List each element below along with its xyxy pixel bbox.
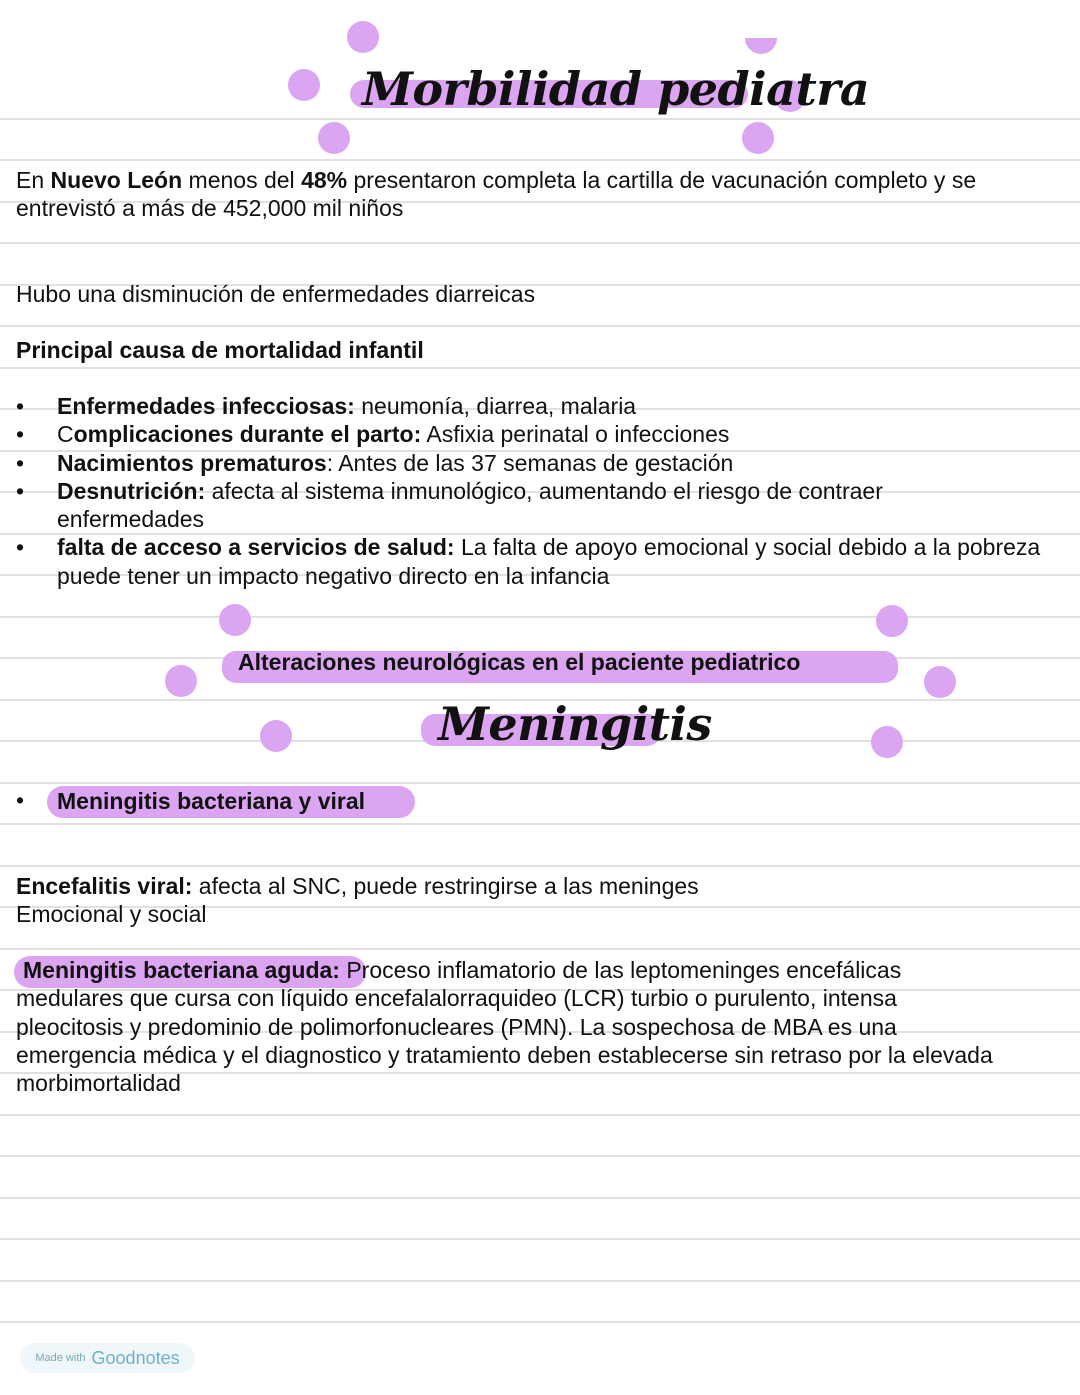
page-title: Morbilidad pediatra [362, 62, 870, 116]
list-item: • Enfermedades infecciosas: neumonía, diarrea, malaria [16, 392, 1056, 420]
section-subtitle: Alteraciones neurológicas en el paciente pediatrico [238, 649, 801, 675]
meningitis-bullet: Meningitis bacteriana y viral [57, 788, 366, 814]
decor-dot [288, 69, 320, 101]
decor-dot [742, 122, 774, 154]
location-text: Nuevo León [50, 167, 183, 193]
causes-list [16, 392, 1056, 590]
decor-dot [924, 666, 956, 698]
causes-heading: Principal causa de mortalidad infantil [16, 337, 424, 363]
made-with-goodnotes-badge: Made with Goodnotes [20, 1343, 195, 1373]
mba-paragraph: Meningitis bacteriana aguda: Proceso inflamatorio de las leptomeninges encefálicas medulares que cursa con líquido encefalalorraquideo (LCR) turbio o purulento, intensa pleocitosis y predominio de polimorfonucleares (PMN). La sospechosa de MBA es una emergencia médica y el diagnostico y tratamiento deben establecerse sin retraso por la elevada morbimortalidad [16, 957, 993, 1097]
list-item: • Nacimientos prematuros: Antes de las 37 semanas de gestación [16, 449, 1056, 477]
decor-dot [347, 21, 379, 53]
encefalitis-paragraph: Encefalitis viral: afecta al SNC, puede restringirse a las meninges [16, 873, 699, 899]
decor-dot [876, 605, 908, 637]
list-item: • falta de acceso a servicios de salud: La falta de apoyo emocional y social debido a la pobreza puede tener un impacto negativo directo en la infancia [16, 533, 1056, 590]
bullet-dot: • [16, 787, 25, 813]
percent-text: 48% [301, 167, 348, 193]
intro-paragraph: En Nuevo León menos del 48% presentaron completa la cartilla de vacunación completo y se entrevistó a más de 452,000 mil niños [16, 167, 977, 222]
decor-dot [871, 726, 903, 758]
diarrhea-paragraph: Hubo una disminución de enfermedades diarreicas [16, 281, 536, 307]
decor-dot [219, 604, 251, 636]
decor-dot [318, 122, 350, 154]
list-item: • Desnutrición: afecta al sistema inmunológico, aumentando el riesgo de contraer enfermedades [16, 477, 1056, 534]
decor-dot [165, 665, 197, 697]
decor-dot [260, 720, 292, 752]
meningitis-title: Meningitis [438, 697, 712, 751]
list-item: • Complicaciones durante el parto: Asfixia perinatal o infecciones [16, 420, 1056, 448]
emocional-line: Emocional y social [16, 901, 207, 927]
